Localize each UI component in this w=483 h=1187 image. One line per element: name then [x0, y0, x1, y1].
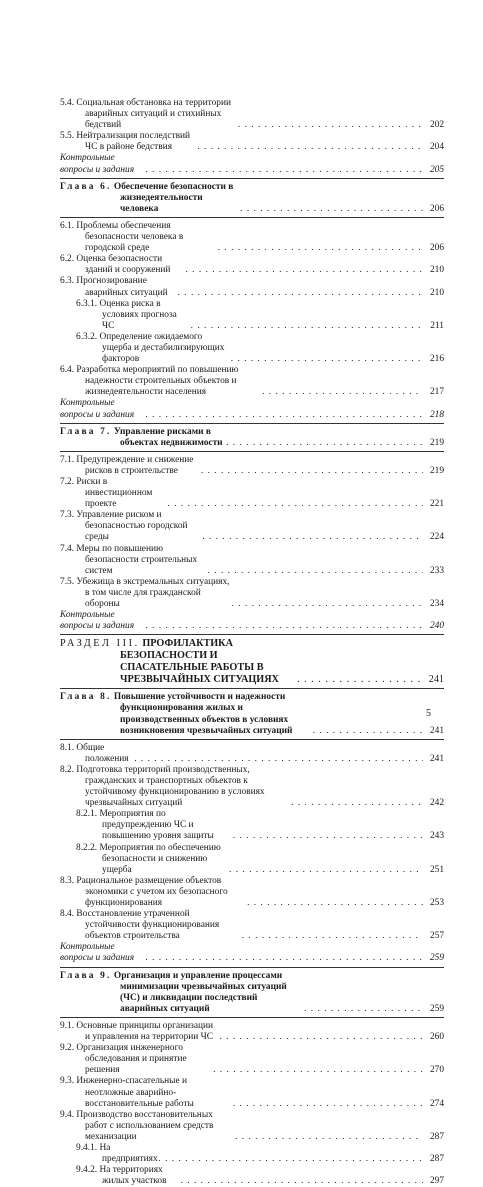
leader-dots: [233, 1132, 423, 1143]
toc-entry-row: [60, 909, 444, 942]
leader-dots: [190, 321, 423, 332]
toc-entry-text: [60, 477, 166, 510]
toc-entry-row: [60, 1076, 444, 1109]
toc-entry-text: [60, 610, 146, 632]
toc-entry-row: [76, 809, 444, 842]
toc-chapter: [60, 692, 444, 736]
toc-section: [60, 743, 444, 765]
toc-review-questions: [60, 610, 444, 632]
toc-subsection: [60, 299, 444, 332]
toc-entry-text: [60, 942, 146, 964]
leader-dots: [236, 120, 423, 131]
leader-dots: [231, 1099, 423, 1110]
toc-entry-row: [76, 331, 444, 365]
toc-entry-text: [60, 131, 196, 153]
toc-review-questions: [60, 942, 444, 964]
toc-entry-text: [60, 909, 240, 942]
toc-chapter: [60, 182, 444, 215]
leader-dots: [146, 953, 423, 964]
toc-section: [60, 131, 444, 153]
toc-entry-title: 8.2.2. Мероприятия по обеспечению безопасности и снижению ущерба: [76, 842, 221, 875]
section-rule: [60, 634, 444, 635]
toc-section: [60, 221, 444, 254]
toc-entry-title: 6.3. Прогнозирование аварийных ситуаций: [60, 276, 168, 298]
toc-page-number: 260: [429, 1032, 444, 1043]
toc-entry-title: 8.1. Общие положения: [60, 742, 129, 764]
toc-entry-title: 9.2. Организация инженерного обследования и принятие решения: [60, 1043, 187, 1076]
toc-page-number: 216: [429, 354, 444, 365]
toc-entry-text: [60, 543, 206, 577]
toc-entry-row: [60, 254, 444, 276]
toc-entry-row: [60, 181, 444, 215]
toc-subsection: [60, 809, 444, 842]
toc-entry-text: [60, 576, 230, 610]
toc-entry-text: [60, 510, 201, 543]
toc-page-number: 240: [429, 621, 444, 632]
toc-page-number: 219: [429, 465, 444, 476]
toc-entry-row: [60, 131, 444, 153]
toc-page-number: 219: [429, 437, 444, 448]
toc-entry-title: 7.3. Управление риском и безопасностью городской среды: [60, 510, 188, 543]
toc-subsection: [60, 332, 444, 365]
leader-dots: [230, 599, 423, 610]
toc-entry-row: [60, 426, 444, 449]
section-rule: [60, 967, 444, 968]
toc-entry-title: Контрольные вопросы и задания: [60, 942, 135, 964]
toc-entry-text: [60, 426, 226, 449]
toc-section: [60, 765, 444, 809]
toc-entry-title: 8.4. Восстановление утраченной устойчивости функционирования объектов строительства: [60, 909, 220, 942]
toc-page-number: 205: [429, 164, 444, 175]
toc-entry-text: [60, 1076, 231, 1109]
leader-dots: [260, 387, 423, 398]
section-rule: [60, 688, 444, 689]
leader-dots: [226, 438, 423, 449]
leader-dots: [201, 532, 423, 543]
toc-entry-row: [60, 153, 444, 175]
toc-section: [60, 876, 444, 909]
toc-entry-title: Контрольные вопросы и задания: [60, 153, 135, 175]
leader-dots: [232, 831, 423, 842]
leader-dots: [304, 1004, 423, 1015]
leader-dots: [313, 726, 423, 737]
toc-entry-text: [76, 331, 230, 365]
toc-entry-title: 6.4. Разработка мероприятий по повышению надежности строительных объектов и жизнедеятельности населения: [60, 365, 239, 398]
toc-entry-text: [60, 764, 289, 809]
section-rule: [60, 178, 444, 179]
toc-entry-text: [60, 638, 293, 686]
toc-entry-row: [60, 477, 444, 510]
toc-subsection: [60, 843, 444, 876]
toc-entry-title: 8.3. Рациональное размещение объектов экономики с учетом их безопасного функционирования: [60, 875, 228, 908]
toc-page-number: 287: [429, 1131, 444, 1142]
toc-entry-row: [60, 742, 444, 765]
toc-entry-title: 7.5. Убежища в экстремальных ситуациях, в том числе для гражданской обороны: [60, 576, 230, 610]
toc-page-number: 241: [429, 753, 444, 764]
toc-entry-row: [60, 398, 444, 420]
toc-review-questions: [60, 398, 444, 420]
toc-entry-row: [60, 1109, 444, 1143]
leader-dots: [206, 566, 423, 577]
toc-page-number: 234: [429, 599, 444, 610]
leader-dots: [216, 243, 423, 254]
toc-entry-title: 6.3.2. Определение ожидаемого ущерба и дестабилизирующих факторов: [76, 331, 225, 365]
toc-entry-title: 9.4.2. На территориях жилых участков: [76, 1165, 167, 1187]
toc-chapter: [60, 971, 444, 1015]
toc-entry-title: Управление рисками в объектах недвижимости: [113, 426, 223, 448]
toc-entry-text: [76, 809, 232, 842]
leader-dots: [293, 674, 423, 686]
toc-entry-row: [60, 875, 444, 909]
toc-entry-text: [60, 742, 132, 765]
toc-page-number: 241: [429, 725, 444, 736]
toc-entry-label: Глава 6.: [60, 181, 112, 192]
toc-entry-label: Глава 8.: [60, 692, 112, 703]
leader-dots: [211, 1065, 423, 1076]
toc-page-number: 210: [429, 287, 444, 298]
toc-entry-title: 7.1. Предупреждение и снижение рисков в строительстве: [60, 454, 194, 476]
toc-entry-text: [60, 1109, 233, 1143]
toc-section: [60, 510, 444, 543]
toc-entry-row: [76, 298, 444, 332]
toc-page-number: 224: [429, 532, 444, 543]
page-number: 5: [426, 708, 431, 719]
toc-section: [60, 455, 444, 477]
toc-entry-text: [60, 181, 240, 215]
toc-review-questions: [60, 153, 444, 175]
toc-entry-text: [76, 1165, 180, 1187]
section-rule: [60, 739, 444, 740]
toc-entry-row: [60, 276, 444, 298]
toc-entry-row: [60, 510, 444, 543]
toc-page-number: 259: [429, 1003, 444, 1014]
toc-entry-title: Контрольные вопросы и задания: [60, 398, 135, 420]
toc-section: [60, 1110, 444, 1143]
toc-page-number: 257: [429, 931, 444, 942]
toc-subsection: [60, 1143, 444, 1165]
section-rule: [60, 217, 444, 218]
toc-entry-row: [60, 1020, 444, 1043]
toc-entry-row: [60, 692, 444, 736]
toc-entry-text: [60, 454, 199, 477]
toc-entry-title: 9.1. Основные принципы организации и управления на территории ЧС: [60, 1020, 214, 1043]
leader-dots: [240, 931, 423, 942]
toc-entry-row: [60, 764, 444, 809]
toc-entry-text: [60, 153, 146, 175]
leader-dots: [289, 798, 423, 809]
toc-entry-row: [60, 365, 444, 398]
table-of-contents: [60, 98, 444, 1187]
toc-entry-text: [60, 398, 146, 420]
toc-entry-title: 6.1. Проблемы обеспечения безопасности человека в городской среде: [60, 220, 184, 254]
toc-entry-title: 5.5. Нейтрализация последствий ЧС в районе бедствия: [60, 131, 191, 153]
toc-page-number: 253: [429, 898, 444, 908]
toc-section: [60, 909, 444, 942]
toc-entry-text: [76, 1142, 158, 1165]
toc-page-number: 206: [429, 243, 444, 254]
toc-page-number: 217: [429, 387, 444, 398]
toc-entry-text: [76, 842, 228, 876]
toc-entry-row: [60, 942, 444, 964]
toc-page-number: 206: [429, 203, 444, 214]
toc-entry-row: [76, 842, 444, 876]
toc-entry-row: [76, 1165, 444, 1187]
toc-entry-text: [60, 276, 176, 298]
leader-dots: [228, 865, 423, 876]
toc-entry-text: [60, 220, 216, 254]
toc-entry-title: 8.2.1. Мероприятия по предупреждению ЧС и повышению уровня защиты: [76, 809, 214, 842]
toc-part: [60, 638, 444, 686]
leader-dots: [184, 265, 423, 276]
toc-entry-text: [60, 1020, 218, 1043]
toc-entry-title: Повышение устойчивости и надежности функционирования жилых и производственных объектов в условиях возникновения чрезвычайных ситуаций: [113, 692, 293, 736]
section-rule: [60, 451, 444, 452]
leader-dots: [166, 499, 423, 510]
toc-page-number: 202: [429, 120, 444, 131]
toc-entry-row: [60, 610, 444, 632]
toc-entry-text: [60, 875, 245, 909]
toc-entry-text: [60, 970, 304, 1015]
toc-section: [60, 254, 444, 276]
toc-entry-row: [60, 543, 444, 577]
toc-page-number: 211: [430, 320, 444, 331]
leader-dots: [196, 142, 423, 153]
leader-dots: [146, 165, 423, 176]
toc-entry-row: [60, 1043, 444, 1076]
toc-section: [60, 1076, 444, 1109]
leader-dots: [199, 466, 423, 477]
toc-entry-title: Организация и управление процессами минимизации чрезвычайных ситуаций (ЧС) и ликвидации последствий аварийных ситуаций: [113, 970, 287, 1014]
leader-dots: [146, 410, 423, 421]
toc-entry-row: [60, 970, 444, 1015]
leader-dots: [245, 898, 423, 909]
toc-entry-title: 6.2. Оценка безопасности зданий и сооружений: [60, 254, 171, 276]
toc-entry-text: [76, 298, 190, 332]
leader-dots: [146, 621, 423, 632]
toc-page-number: 204: [429, 142, 444, 153]
toc-entry-title: 9.3. Инженерно-спасательные и неотложные аварийно-восстановительные работы: [60, 1076, 194, 1109]
toc-page-number: 297: [429, 1176, 444, 1187]
toc-page-number: 270: [429, 1065, 444, 1076]
toc-subsection: [60, 1165, 444, 1187]
leader-dots: [218, 1032, 423, 1043]
toc-page-number: 243: [429, 831, 444, 842]
section-rule: [60, 1017, 444, 1018]
toc-entry-title: Обеспечение безопасности в жизнедеятельности человека: [113, 181, 234, 214]
toc-chapter: [60, 427, 444, 449]
toc-section: [60, 544, 444, 577]
toc-entry-text: [60, 365, 260, 398]
toc-page-number: 274: [429, 1098, 444, 1109]
toc-page-number: 233: [429, 565, 444, 576]
toc-entry-title: 9.4. Производство восстановительных работ с использованием средств механизации: [60, 1109, 214, 1142]
toc-entry-title: 8.2. Подготовка территорий производственных, гражданских и транспортных объектов к устойчивому функционированию в условиях чрезвычайных ситуаций: [60, 764, 265, 809]
toc-page-number: 287: [429, 1154, 444, 1165]
toc-entry-text: [60, 1043, 211, 1076]
leader-dots: [240, 204, 423, 215]
leader-dots: [230, 354, 423, 365]
toc-page-number: 251: [429, 864, 444, 875]
toc-page-number: 241: [428, 674, 444, 686]
toc-page-number: 259: [429, 953, 444, 964]
section-rule: [60, 423, 444, 424]
toc-entry-label: Глава 7.: [60, 426, 112, 437]
toc-entry-row: [76, 1142, 444, 1165]
toc-entry-row: [60, 454, 444, 477]
toc-entry-row: [60, 576, 444, 610]
toc-entry-title: 7.2. Риски в инвестиционном проекте: [60, 477, 153, 510]
leader-dots: [132, 754, 423, 765]
toc-entry-row: [60, 638, 444, 686]
toc-entry-title: 7.4. Меры по повышению безопасности строительных систем: [60, 543, 198, 576]
leader-dots: [176, 288, 423, 299]
toc-section: [60, 477, 444, 510]
toc-section: [60, 577, 444, 610]
toc-page-number: 210: [429, 265, 444, 276]
toc-page-number: 221: [429, 499, 444, 510]
toc-page-number: 242: [429, 798, 444, 809]
toc-entry-title: ПРОФИЛАКТИКА БЕЗОПАСНОСТИ И СПАСАТЕЛЬНЫЕ РАБОТЫ В ЧРЕЗВЫЧАЙНЫХ СИТУАЦИЯХ: [120, 638, 279, 686]
toc-entry-text: [60, 692, 313, 736]
toc-entry-text: [60, 254, 184, 276]
toc-entry-row: [60, 98, 444, 131]
toc-entry-label: РАЗДЕЛ III.: [60, 638, 140, 650]
leader-dots: [158, 1154, 423, 1165]
toc-entry-label: Глава 9.: [60, 970, 112, 981]
toc-entry-title: 6.3.1. Оценка риска в условиях прогноза ЧС: [76, 298, 177, 331]
toc-entry-title: Контрольные вопросы и задания: [60, 610, 135, 632]
toc-section: [60, 276, 444, 298]
toc-section: [60, 1021, 444, 1043]
toc-section: [60, 1043, 444, 1076]
toc-entry-row: [60, 220, 444, 254]
toc-section: [60, 98, 444, 131]
toc-entry-title: 9.4.1. На предприятиях: [76, 1142, 158, 1165]
toc-section: [60, 365, 444, 398]
toc-entry-text: [60, 98, 236, 131]
toc-entry-title: 5.4. Социальная обстановка на территории аварийных ситуаций и стихийных бедствий: [60, 98, 232, 131]
leader-dots: [180, 1176, 423, 1187]
toc-page-number: 218: [429, 409, 444, 420]
